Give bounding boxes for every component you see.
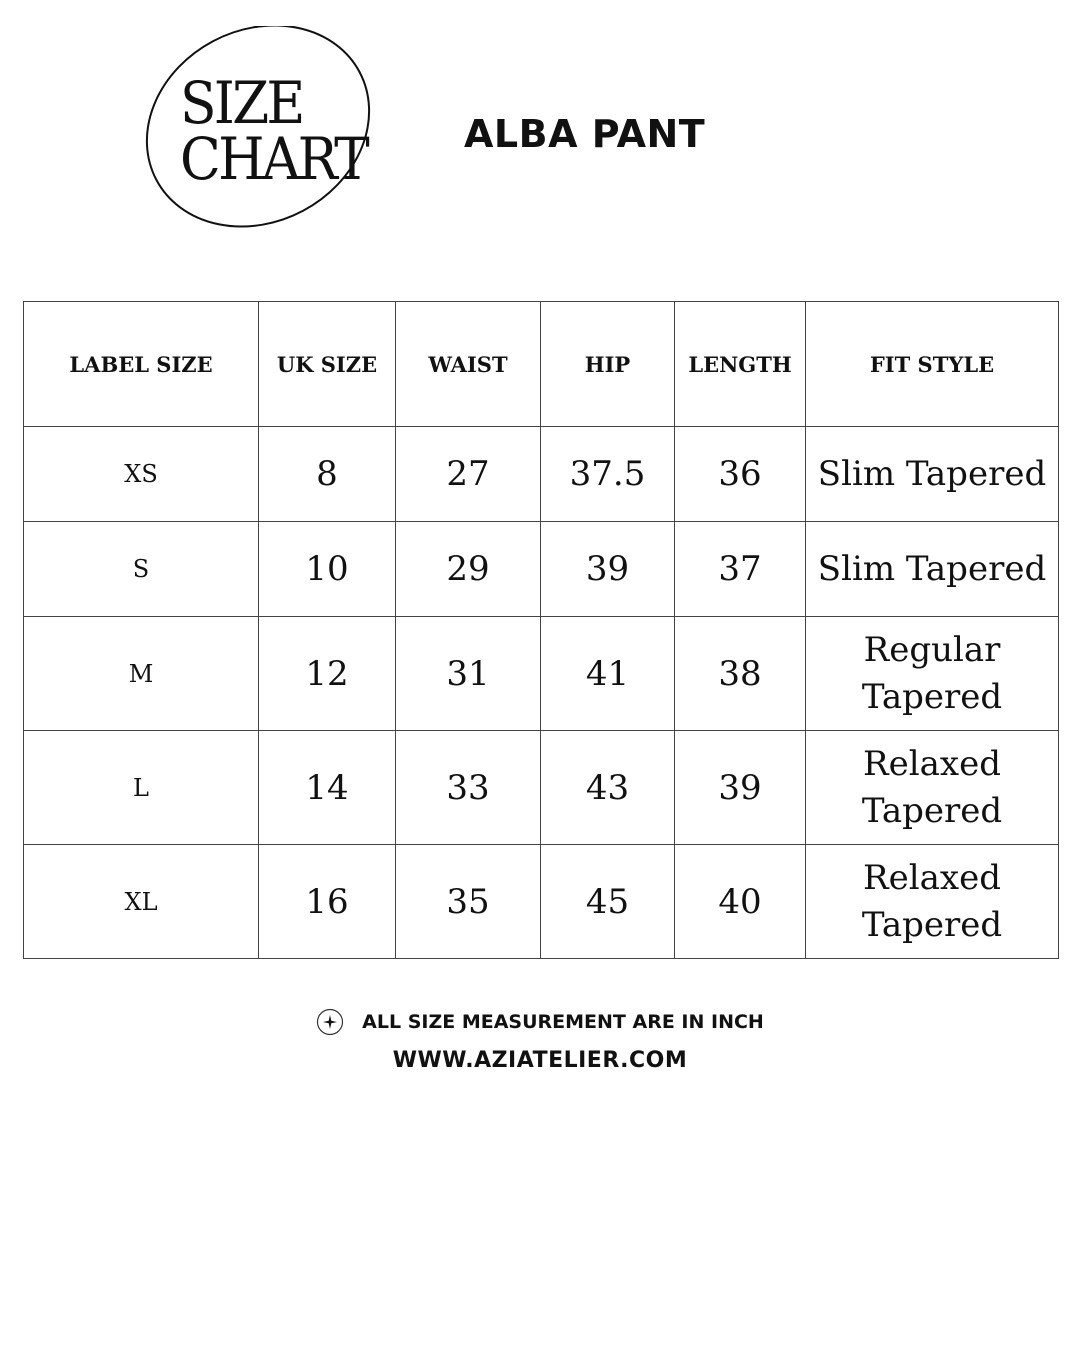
cell-hip: 37.5 bbox=[541, 427, 675, 522]
measurement-note bbox=[316, 1008, 764, 1036]
sparkle-circle-icon bbox=[316, 1008, 344, 1036]
fit-line-2: Tapered bbox=[861, 676, 1003, 717]
cell-fit-style bbox=[806, 845, 1059, 959]
fit-line-2: Tapered bbox=[861, 904, 1003, 945]
cell-fit-style: Slim Tapered bbox=[806, 522, 1059, 617]
logo-text-chart: CHART bbox=[180, 125, 367, 193]
cell-length: 40 bbox=[675, 845, 806, 959]
cell-waist: 27 bbox=[396, 427, 541, 522]
table-header-row bbox=[24, 302, 1059, 427]
cell-length: 36 bbox=[675, 427, 806, 522]
size-table bbox=[23, 301, 1059, 959]
cell-length: 37 bbox=[675, 522, 806, 617]
table-row bbox=[24, 522, 1059, 617]
table-row bbox=[24, 427, 1059, 522]
table-row bbox=[24, 845, 1059, 959]
footer bbox=[0, 1008, 1080, 1073]
logo-text-size: SIZE bbox=[180, 69, 303, 137]
table-row bbox=[24, 617, 1059, 731]
measurement-note-text: ALL SIZE MEASUREMENT ARE IN INCH bbox=[362, 1011, 764, 1033]
fit-line-2: Tapered bbox=[861, 790, 1003, 831]
cell-uk-size: 14 bbox=[259, 731, 396, 845]
cell-hip: 39 bbox=[541, 522, 675, 617]
header-fit-style: FIT STYLE bbox=[806, 302, 1059, 427]
cell-waist: 29 bbox=[396, 522, 541, 617]
cell-label-size: M bbox=[24, 617, 259, 731]
header-hip: HIP bbox=[541, 302, 675, 427]
cell-label-size: S bbox=[24, 522, 259, 617]
cell-uk-size: 16 bbox=[259, 845, 396, 959]
cell-length: 38 bbox=[675, 617, 806, 731]
size-chart-logo bbox=[140, 26, 380, 230]
cell-hip: 41 bbox=[541, 617, 675, 731]
cell-waist: 31 bbox=[396, 617, 541, 731]
fit-line-1: Relaxed bbox=[863, 857, 1001, 898]
cell-length: 39 bbox=[675, 731, 806, 845]
cell-label-size: XL bbox=[24, 845, 259, 959]
table-row bbox=[24, 731, 1059, 845]
header-uk-size: UK SIZE bbox=[259, 302, 396, 427]
product-title: ALBA PANT bbox=[464, 112, 706, 156]
cell-uk-size: 12 bbox=[259, 617, 396, 731]
cell-waist: 35 bbox=[396, 845, 541, 959]
header-waist: WAIST bbox=[396, 302, 541, 427]
cell-label-size: XS bbox=[24, 427, 259, 522]
website-link[interactable]: WWW.AZIATELIER.COM bbox=[392, 1048, 688, 1073]
fit-line-1: Relaxed bbox=[863, 743, 1001, 784]
cell-uk-size: 8 bbox=[259, 427, 396, 522]
fit-line-1: Regular bbox=[863, 629, 1001, 670]
cell-fit-style bbox=[806, 617, 1059, 731]
cell-fit-style bbox=[806, 731, 1059, 845]
cell-waist: 33 bbox=[396, 731, 541, 845]
cell-fit-style: Slim Tapered bbox=[806, 427, 1059, 522]
cell-uk-size: 10 bbox=[259, 522, 396, 617]
cell-hip: 45 bbox=[541, 845, 675, 959]
header-label-size: LABEL SIZE bbox=[24, 302, 259, 427]
cell-label-size: L bbox=[24, 731, 259, 845]
header-length: LENGTH bbox=[675, 302, 806, 427]
cell-hip: 43 bbox=[541, 731, 675, 845]
